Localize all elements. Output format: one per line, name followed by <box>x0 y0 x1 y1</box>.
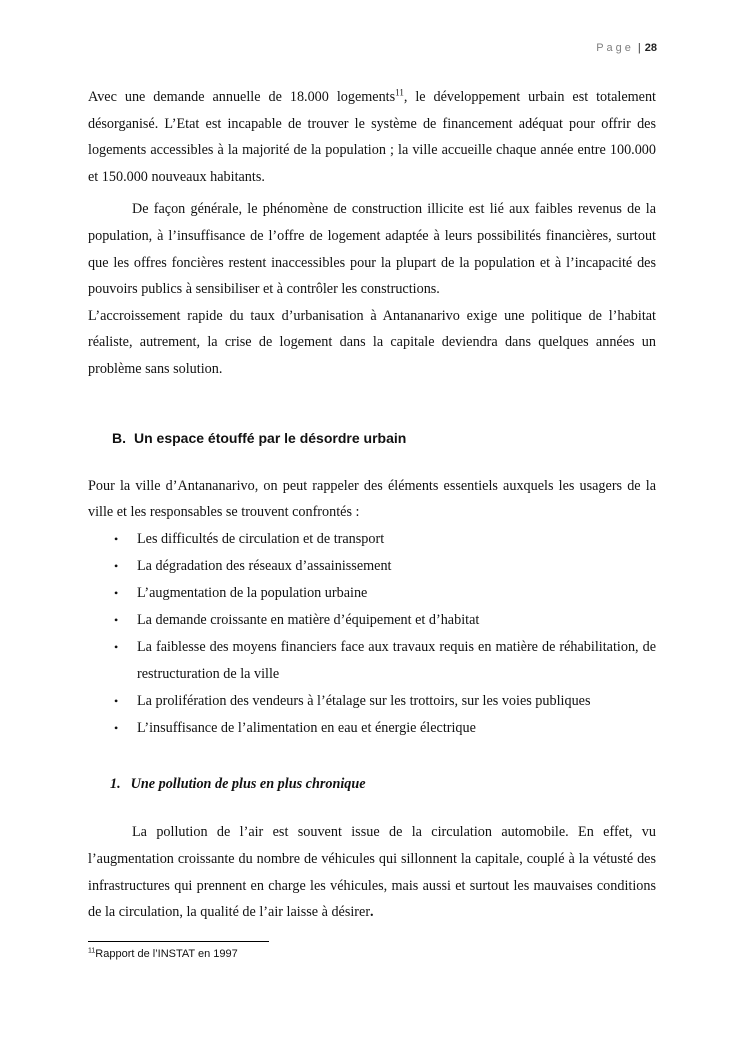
section-1-heading <box>110 771 656 797</box>
footnote <box>88 948 238 960</box>
footnote-reference: 11 <box>395 87 404 98</box>
list-item: • Les difficultés de circulation et de transport <box>88 526 656 553</box>
bullet-icon: • <box>114 558 119 573</box>
bullet-icon: • <box>114 640 119 655</box>
section-b-heading <box>112 425 656 451</box>
bullet-icon: • <box>114 693 119 708</box>
section-1-title: Une pollution de plus en plus chronique <box>130 776 366 793</box>
list-item: • La dégradation des réseaux d’assainissement <box>88 553 656 580</box>
issues-list <box>88 526 656 742</box>
section-1-number: 1. <box>110 776 121 793</box>
paragraph-housing-demand <box>88 84 656 190</box>
bullet-icon: • <box>114 720 119 735</box>
bullet-icon: • <box>114 531 119 546</box>
paragraph-illegal-construction: De façon générale, le phénomène de construction illicite est lié aux faibles revenus de la population, à l’insuffisance de l’offre de logement adaptée à leurs possibilités financières, surtout que les offres foncières restent inaccessibles pour la plupart de la population et à l’incapacité des pouvoirs publics à sensibiliser et à contrôler les constructions. <box>88 201 656 298</box>
paragraph-text: Avec une demande annuelle de 18.000 logements <box>88 89 396 105</box>
paragraph-final-period: . <box>370 904 374 921</box>
document-body <box>88 84 656 926</box>
footnote-divider <box>88 941 269 942</box>
page-label: Page <box>596 42 634 54</box>
footnote-text: Rapport de l’INSTAT en 1997 <box>95 948 238 960</box>
paragraph-urbanisation-rate: L’accroissement rapide du taux d’urbanisation à Antananarivo exige une politique de l’habitat réaliste, autrement, la crise de logement dans la capitale deviendra dans quelques années un problème sans solution. <box>88 307 656 377</box>
bullet-icon: • <box>114 613 119 627</box>
page-number: 28 <box>644 42 657 54</box>
paragraph-air-pollution <box>88 819 656 925</box>
paragraph-text: , le développement urbain est totalement désorganisé. L’Etat est incapable de trouver le système de financement adéquat pour offrir des logements accessibles à la majorité de la population ; la ville accueille chaque année entre 100.000 et 150.000 nouveaux habitants. <box>88 89 656 185</box>
section-b-intro: Pour la ville d’Antananarivo, on peut rappeler des éléments essentiels auxquels les usagers de la ville et les responsables se trouvent confrontés : <box>88 477 656 521</box>
footnote-number: 11 <box>88 947 96 955</box>
list-item: • La demande croissante en matière d’équipement et d’habitat <box>88 607 656 634</box>
section-b-title: Un espace étouffé par le désordre urbain <box>134 429 407 446</box>
section-b-letter: B. <box>112 429 126 446</box>
bullet-icon: • <box>114 585 119 600</box>
paragraph-text: La pollution de l’air est souvent issue de la circulation automobile. En effet, vu l’augmentation croissante du nombre de véhicules qui sillonnent la capitale, couplé à la vétusté des infrastructures qui prennent en charge les véhicules, mais aussi et surtout les mauvaises conditions de la circulation, la qualité de l’air laisse à désirer <box>88 824 656 921</box>
list-item: • La faiblesse des moyens financiers face aux travaux requis en matière de réhabilitation, de restructuration de la ville <box>88 634 656 687</box>
list-item: • L’augmentation de la population urbaine <box>88 580 656 607</box>
list-item: • L’insuffisance de l’alimentation en eau et énergie électrique <box>88 715 656 742</box>
page-header <box>596 42 657 54</box>
list-item: • La prolifération des vendeurs à l’étalage sur les trottoirs, sur les voies publiques <box>88 688 656 715</box>
page-separator: | <box>637 42 641 54</box>
